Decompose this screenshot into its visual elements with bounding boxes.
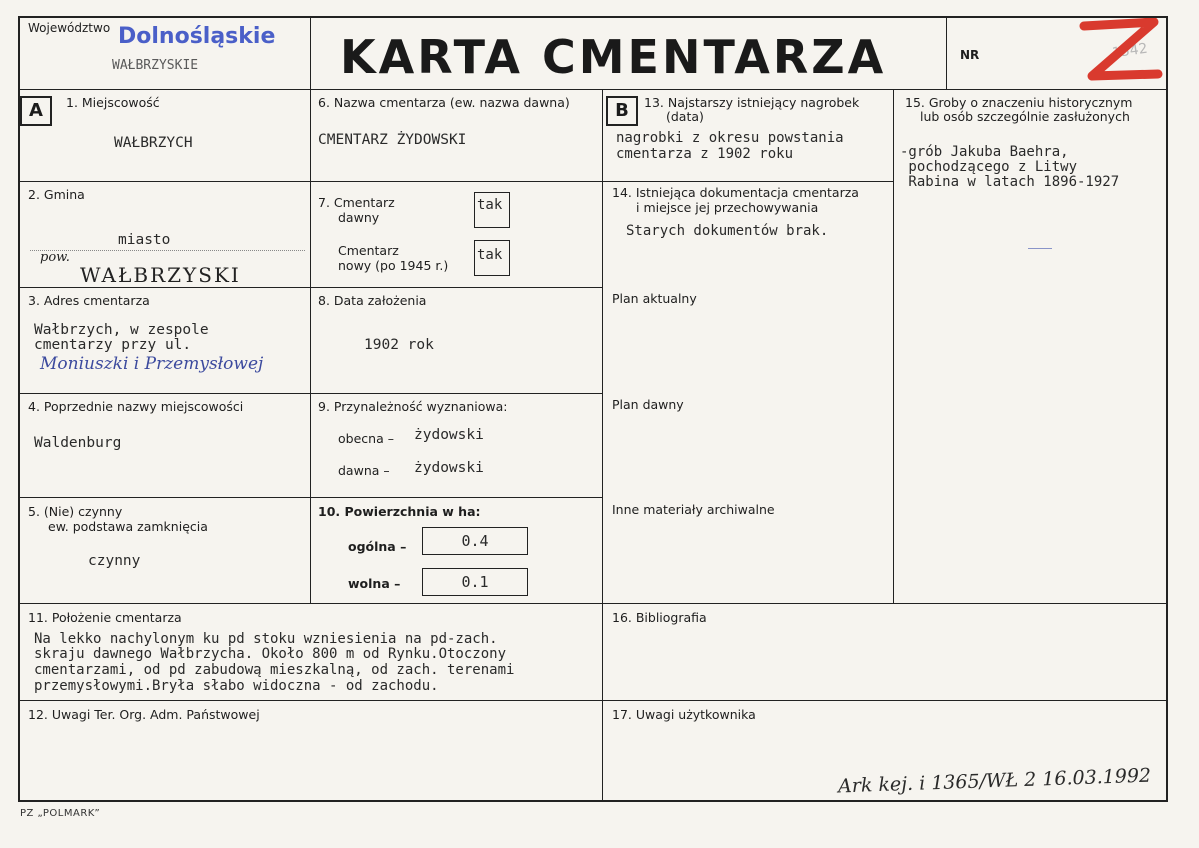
wojewodztwo-typed: WAŁBRZYSKIE — [112, 58, 199, 73]
field-9-obecna-value: żydowski — [414, 427, 484, 443]
field-7-label: 7. Cmentarz — [318, 195, 395, 210]
row-divider — [18, 700, 1168, 701]
field-5-label-line2: ew. podstawa zamknięcia — [48, 519, 208, 534]
field-7-nowy-box — [474, 240, 510, 276]
field-7-nowy-label-2: nowy (po 1945 r.) — [338, 258, 449, 273]
field-10-ogolna-label: ogólna – — [348, 539, 407, 554]
section-b-marker: B — [606, 96, 638, 126]
field-17-label: 17. Uwagi użytkownika — [612, 707, 756, 722]
field-1-value: WAŁBRZYCH — [114, 135, 193, 151]
field-4-value: Waldenburg — [34, 435, 122, 451]
field-2-label: 2. Gmina — [28, 187, 85, 202]
field-11-line4: przemysłowymi.Bryła słabo widoczna - od zachodu. — [34, 678, 439, 694]
field-9-dawna-label: dawna – — [338, 463, 390, 478]
field-13-label-1: 13. Najstarszy istniejący nagrobek — [644, 95, 860, 110]
field-9-dawna-value: żydowski — [414, 460, 484, 476]
row-divider — [18, 287, 602, 288]
field-11-line2: skraju dawnego Wałbrzycha. Około 800 m od Rynku.Otoczony — [34, 646, 507, 662]
field-11-line3: cmentarzami, od pd zabudową mieszkalną, od zach. terenami — [34, 662, 515, 678]
field-10-label: 10. Powierzchnia w ha: — [318, 504, 481, 519]
column-divider-3 — [893, 89, 894, 604]
wojewodztwo-stamp: Dolnośląskie — [118, 24, 276, 49]
inne-materialy-label: Inne materiały archiwalne — [612, 502, 775, 517]
field-15-value-2: pochodzącego z Litwy — [900, 159, 1078, 175]
row-divider — [18, 497, 602, 498]
printer-footer: PZ „POLMARK” — [20, 808, 101, 819]
field-11-label: 11. Położenie cmentarza — [28, 610, 182, 625]
field-2-hand-value: WAŁBRZYSKI — [80, 263, 241, 287]
field-3-value-line1: Wałbrzych, w zespole — [34, 322, 209, 338]
field-14-label-2: i miejsce jej przechowywania — [636, 200, 819, 215]
column-divider-2 — [602, 89, 603, 802]
field-15-label-1: 15. Groby o znaczeniu historycznym — [905, 95, 1133, 110]
column-divider-1 — [310, 16, 311, 604]
field-3-label: 3. Adres cmentarza — [28, 293, 150, 308]
field-9-obecna-label: obecna – — [338, 431, 394, 446]
field-4-label: 4. Poprzednie nazwy miejscowości — [28, 399, 244, 414]
nr-label: NR — [960, 48, 980, 62]
field-14-value: Starych dokumentów brak. — [626, 223, 829, 239]
field-13-label-2: (data) — [666, 109, 704, 124]
field-6-value: CMENTARZ ŻYDOWSKI — [318, 132, 467, 148]
field-15-value-1: -grób Jakuba Baehra, — [900, 144, 1069, 160]
row-divider — [18, 181, 310, 182]
field-2-value: miasto — [118, 232, 171, 248]
field-14-label-1: 14. Istniejąca dokumentacja cmentarza — [612, 185, 859, 200]
row-divider — [18, 393, 602, 394]
field-6-label: 6. Nazwa cmentarza (ew. nazwa dawna) — [318, 95, 570, 110]
field-15-value-3: Rabina w latach 1896-1927 — [900, 174, 1120, 190]
field-17-hand-note: Ark kej. i 1365/WŁ 2 16.03.1992 — [837, 764, 1152, 798]
field-5-value: czynny — [88, 553, 141, 569]
field-5-label-line1: 5. (Nie) czynny — [28, 504, 123, 519]
field-3-hand: Moniuszki i Przemysłowej — [40, 354, 264, 374]
wojewodztwo-label: Województwo — [28, 21, 111, 35]
field-9-label: 9. Przynależność wyznaniowa: — [318, 399, 508, 414]
field-2-rule — [30, 250, 305, 251]
field-1-label: 1. Miejscowość — [66, 95, 160, 110]
row-divider — [18, 603, 1168, 604]
header-divider — [18, 89, 1168, 90]
plan-dawny-label: Plan dawny — [612, 397, 684, 412]
field-3-value-line2: cmentarzy przy ul. — [34, 337, 192, 353]
row-divider — [310, 181, 602, 182]
section-a-marker: A — [20, 96, 52, 126]
field-8-label: 8. Data założenia — [318, 293, 427, 308]
nr-divider — [946, 16, 947, 89]
field-11-line1: Na lekko nachylonym ku pd stoku wzniesienia na pd-zach. — [34, 631, 498, 647]
field-7-dawny-value: tak — [477, 197, 503, 213]
card-title: KARTA CMENTARZA — [340, 30, 887, 84]
field-12-label: 12. Uwagi Ter. Org. Adm. Państwowej — [28, 707, 260, 722]
field-2-hand-prefix: pow. — [40, 250, 70, 265]
field-13-value-1: nagrobki z okresu powstania — [616, 130, 844, 146]
red-z-mark-icon — [1078, 18, 1164, 88]
field-8-value: 1902 rok — [364, 337, 434, 353]
field-7-nowy-label-1: Cmentarz — [338, 243, 399, 258]
row-divider — [602, 181, 893, 182]
nr-faded-number: 1542 — [1111, 40, 1149, 62]
field-10-wolna-value: 0.1 — [422, 568, 528, 596]
field-15-pencil-mark — [1028, 248, 1052, 249]
field-16-label: 16. Bibliografia — [612, 610, 707, 625]
field-7-dawny-box — [474, 192, 510, 228]
field-10-ogolna-value: 0.4 — [422, 527, 528, 555]
field-15-label-2: lub osób szczególnie zasłużonych — [920, 109, 1130, 124]
field-7-nowy-value: tak — [477, 247, 503, 263]
plan-aktualny-label: Plan aktualny — [612, 291, 697, 306]
field-7-dawny-label: dawny — [338, 210, 380, 225]
field-10-wolna-label: wolna – — [348, 576, 401, 591]
field-13-value-2: cmentarza z 1902 roku — [616, 146, 794, 162]
